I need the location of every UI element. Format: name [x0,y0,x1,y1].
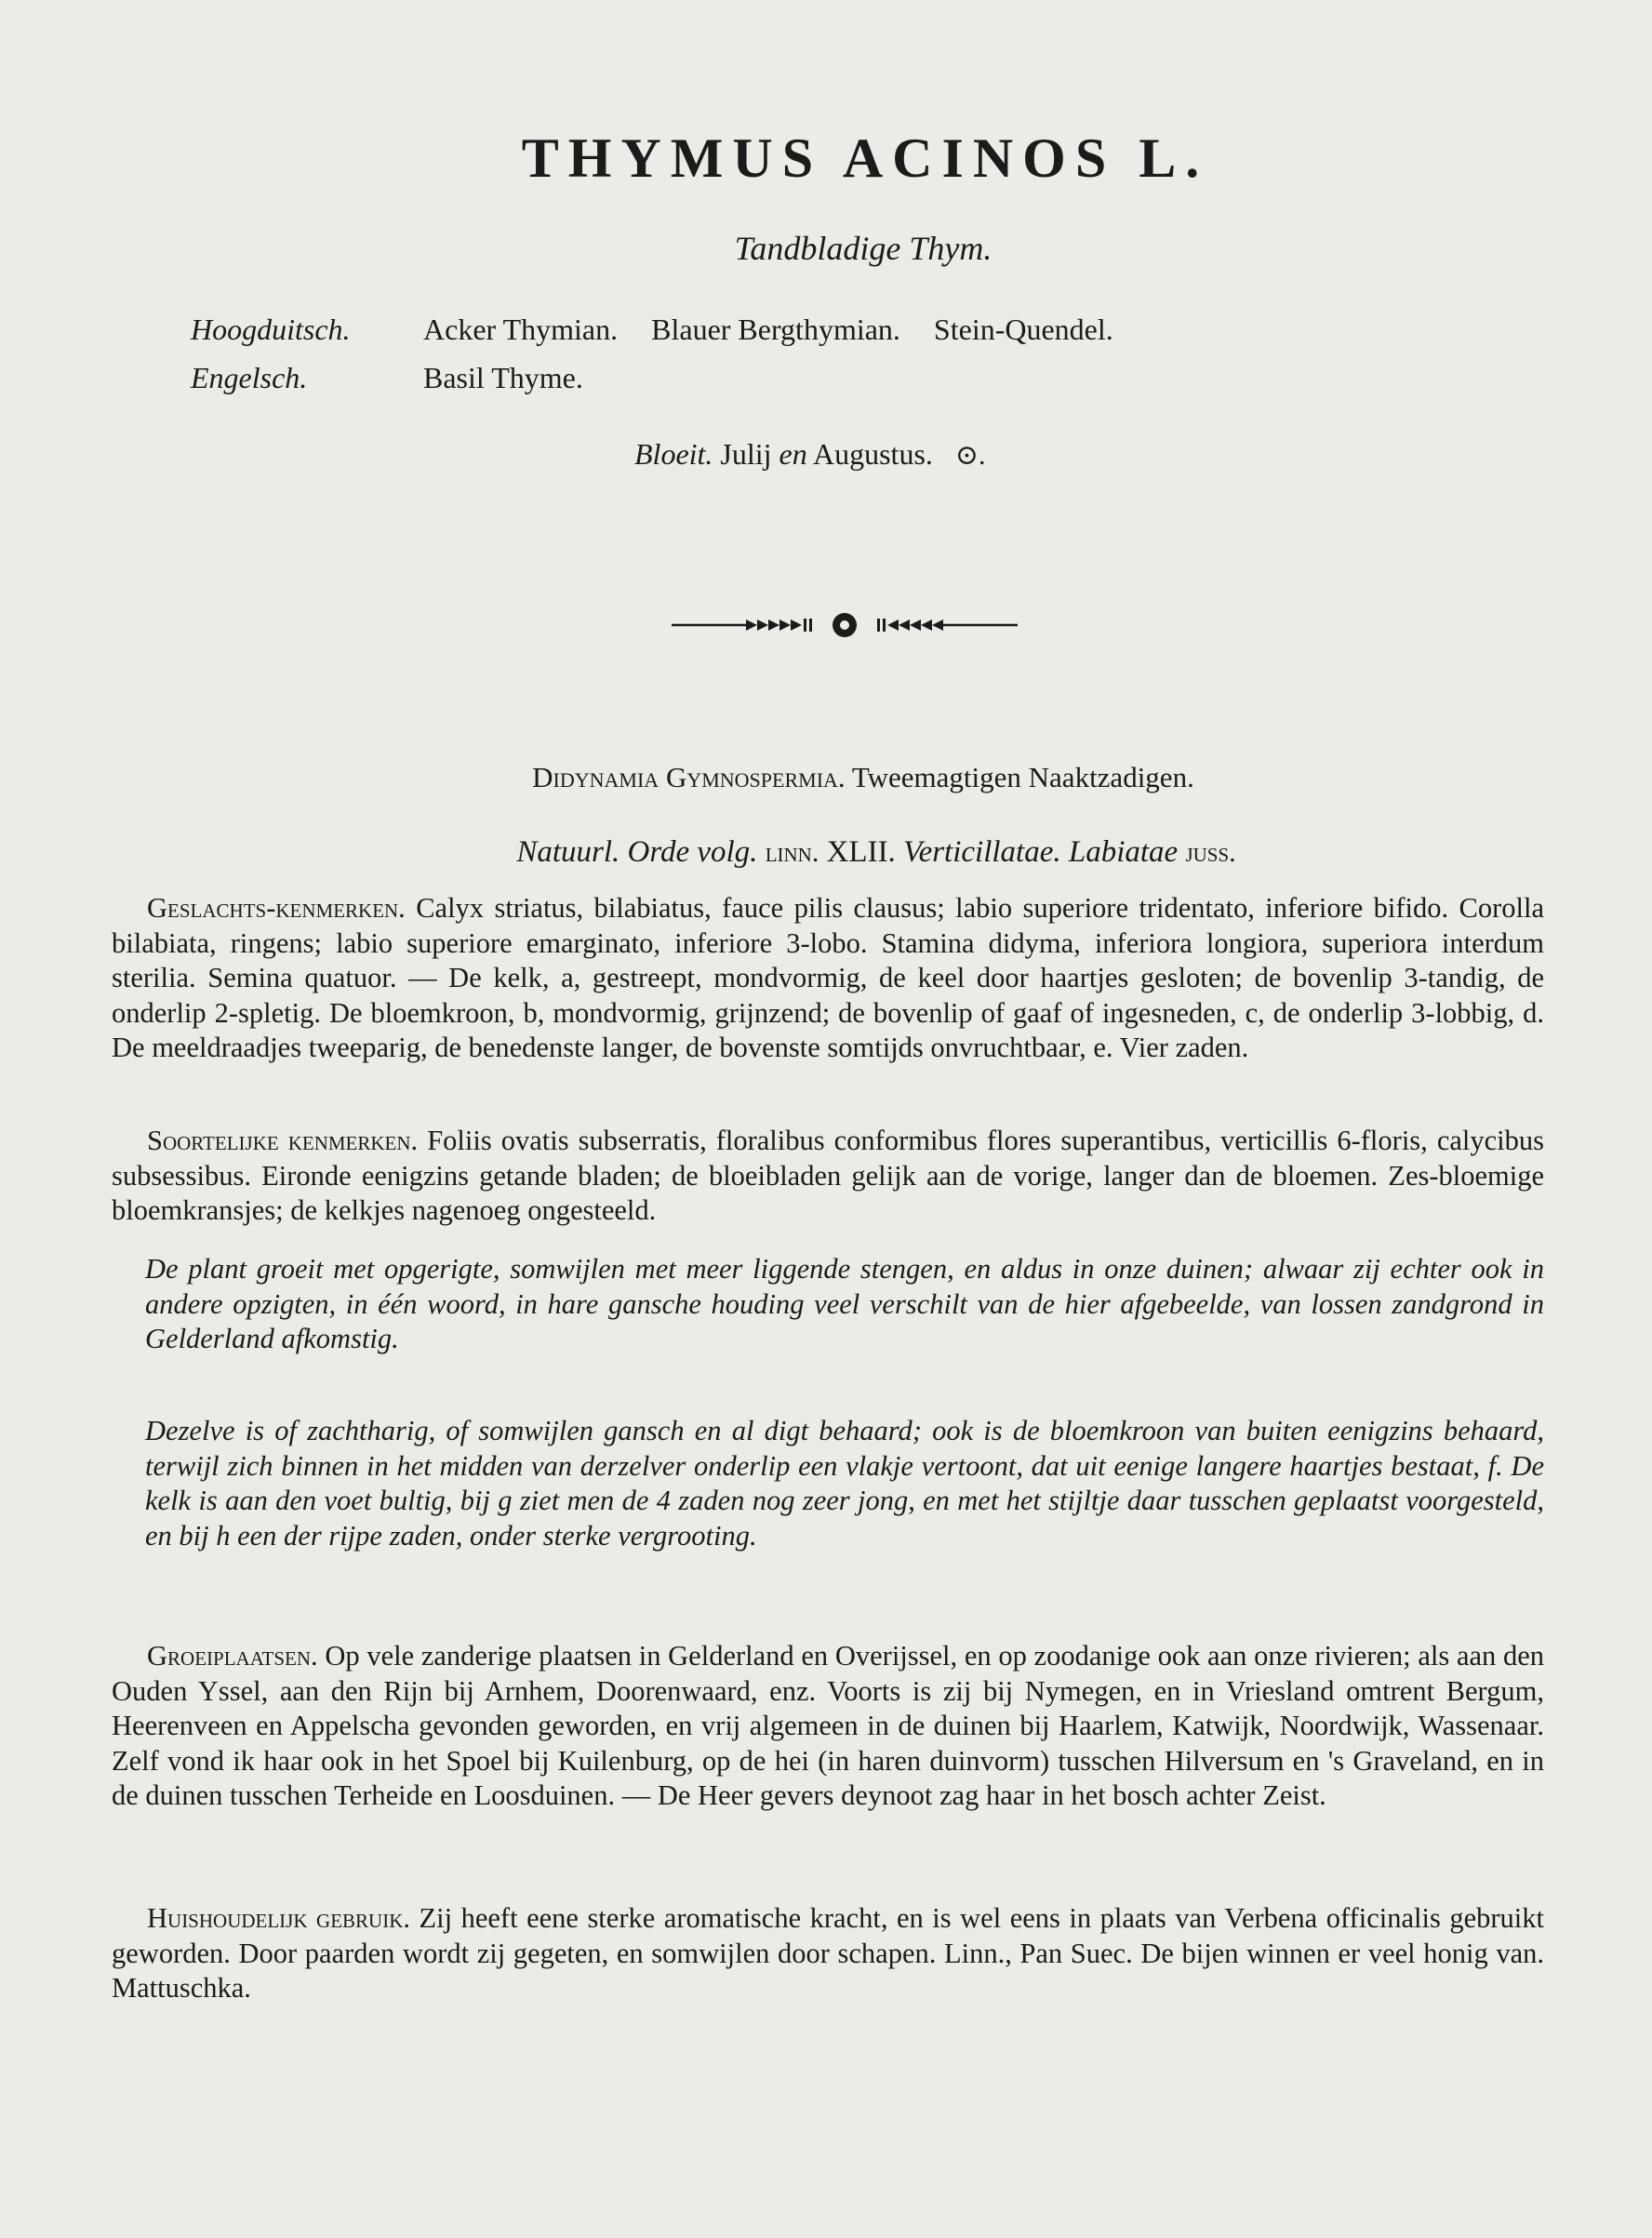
section-heading: Soortelijke kenmerken. [147,1125,419,1156]
name-term: Acker Thymian. [423,313,619,346]
note-paragraph-1 [145,1252,1544,1357]
order-label: Natuurl. Orde volg. [516,835,758,869]
names-row-english [191,353,1147,402]
name-term: Basil Thyme. [423,361,583,394]
language-label: Engelsch. [191,361,308,394]
vernacular-names [191,305,1147,402]
note-text: De plant groeit met opgerigte, somwijlen met meer liggende stengen, en aldus in onze duinen; alwaar zij echter ook in andere opzigten, in één woord, in hare gansche houding veel verschilt van de hier afgebeelde, van lossen zandgrond in Gelderland afkomstig. [145,1253,1544,1354]
flowering-conj: en [779,437,807,471]
flowering-month: Augustus. [812,437,933,471]
section-heading: Huishoudelijk gebruik. [147,1902,410,1934]
class-dutch: Tweemagtigen Naaktzadigen. [851,761,1194,793]
language-label: Hoogduitsch. [191,313,351,346]
note-paragraph-2 [145,1414,1544,1553]
name-term: Blauer Bergthymian. [651,313,900,346]
section-heading: Geslachts-kenmerken. [147,892,406,924]
annual-symbol-icon: ⊙. [954,440,986,471]
flowering-month: Julij [720,437,772,471]
order-number: XLII. [826,835,896,869]
section-text: Zij heeft eene sterke aromatische kracht, en is wel eens in plaats van Verbena officinalis gebruikt geworden. Door paarden wordt zij gegeten, en somwijlen door schapen. Linn., Pan Suec. De bijen winnen er veel honig van. Mattuschka. [112,1902,1544,2004]
section-text: Calyx striatus, bilabiatus, fauce pilis clausus; labio superiore tridentato, inferiore bifido. Corolla bilabiata, ringens; labio superiore emarginato, inferiore 3-lobo. Stamina didyma, inferiora longiora, superiora interdum sterilia. Semina quatuor. — De kelk, a, gestreept, mondvormig, de keel door haartjes gesloten; de bovenlip 3-tandig, de onderlip 2-spletig. De bloemkroon, b, mondvormig, grijnzend; de bovenlip of gaaf of ingesneden, c, de onderlip 3-lobbig, d. De meeldraadjes tweeparig, de benedenste langer, de bovenste somtijds onvruchtbaar, e. Vier zaden. [112,892,1545,1063]
dutch-name: Tandbladige Thym. [734,230,993,267]
section-heading: Groeiplaatsen. [147,1640,318,1672]
flowering-label: Bloeit. [634,437,713,471]
names-row-german [191,305,1147,353]
species-characters [112,1124,1544,1229]
order-linn: linn. [765,837,819,868]
order-juss: juss. [1185,837,1236,868]
flowering-line [634,437,986,472]
section-text: Op vele zanderige plaatsen in Gelderland en Overijssel, en op zoodanige ook aan onze rivieren; als aan den Ouden Yssel, aan den Rijn bij Arnhem, Doorenwaard, enz. Voorts is zij bij Nymegen, en in Vriesland omtrent Bergum, Heerenveen en Appelscha gevonden geworden, en vrij algemeen in de duinen bij Haarlem, Katwijk, Noordwijk, Wassenaar. Zelf vond ik haar ook in het Spoel bij Kuilenburg, op de hei (in haren duinvorm) tusschen Hilversum en 's Graveland, en in de duinen tusschen Terheide en Loosduinen. — De Heer gevers deynoot zag haar in het bosch achter Zeist. [112,1640,1545,1811]
class-latin: Didynamia Gymnospermia. [532,761,846,793]
name-term: Stein-Quendel. [933,313,1113,346]
economic-use-section [112,1901,1544,2006]
linnaean-class [37,761,1652,794]
natural-order [50,835,1652,870]
order-group: Verticillatae. [903,835,1061,869]
genus-characters [112,891,1544,1066]
ornament-divider [672,606,1018,644]
habitat-section [112,1639,1544,1814]
note-text: Dezelve is of zachtharig, of somwijlen gansch en al digt behaard; ook is de bloemkroon van buiten eenigzins behaard, terwijl zich binnen in het midden van derzelver onderlip een vlakje vertoont, dat uit eenige langere haartjes bestaat, f. De kelk is aan den voet bultig, bij g ziet men de 4 zaden nog zeer jong, en met het stijltje daar tusschen geplaatst voorgesteld, en bij h een der rijpe zaden, onder sterke vergrooting. [145,1415,1544,1552]
page-title: THYMUS ACINOS L. [521,127,1209,189]
order-family: Labiatae [1068,835,1179,869]
section-text: Foliis ovatis subserratis, floralibus conformibus flores superantibus, verticillis 6-floris, calycibus subsessibus. Eironde eenigzins getande bladen; de bloeibladen gelijk aan de vorige, langer dan de bloemen. Zes-bloemige bloemkransjes; de kelkjes nagenoeg ongesteeld. [112,1125,1544,1226]
